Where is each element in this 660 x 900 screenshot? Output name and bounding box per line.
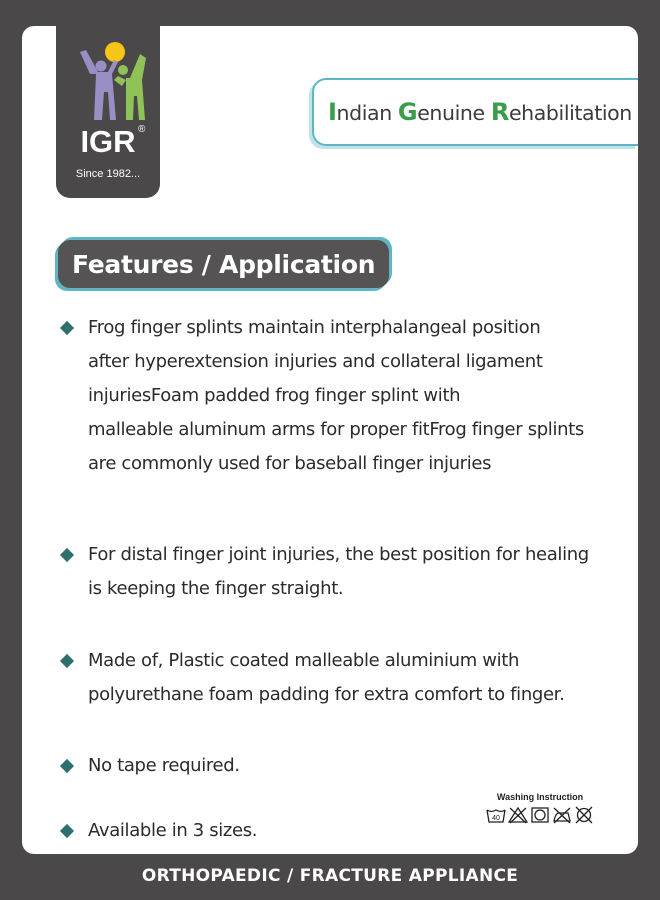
list-item-line: are commonly used for baseball finger injuries <box>88 453 492 474</box>
list-item-text <box>88 644 616 712</box>
diamond-bullet-icon <box>60 321 74 335</box>
list-item-line: Available in 3 sizes. <box>88 820 258 841</box>
diamond-bullet-icon <box>60 654 74 668</box>
brand-cap-2: G <box>397 98 418 126</box>
list-item-text <box>88 538 616 606</box>
diamond-bullet-icon <box>60 759 74 773</box>
washing-instructions <box>480 792 600 824</box>
people-figures-icon <box>68 40 148 124</box>
logo-since: Since 1982... <box>75 168 141 180</box>
list-item-line: is keeping the finger straight. <box>88 578 344 599</box>
washing-icons <box>480 806 600 824</box>
list-item-line: after hyperextension injuries and collateral ligament <box>88 351 543 372</box>
tumble-dry-icon <box>530 806 550 824</box>
features-title: Features / Application <box>72 249 376 279</box>
brand-cap-1: I <box>328 98 337 126</box>
list-item-text <box>88 749 616 783</box>
brand-name <box>328 98 632 126</box>
registered-mark: ® <box>138 124 146 135</box>
list-item-line: malleable aluminum arms for proper fitFrog finger splints <box>88 419 584 440</box>
list-item-line: Frog finger splints maintain interphalangeal position <box>88 317 541 338</box>
list-item-line: No tape required. <box>88 755 240 776</box>
igr-logo <box>56 26 160 198</box>
list-item-line: For distal finger joint injuries, the best position for healing <box>88 544 589 565</box>
features-heading-box <box>58 240 389 288</box>
no-iron-icon <box>552 806 572 824</box>
brand-rest-1: ndian <box>336 101 398 125</box>
footer-banner: ORTHOPAEDIC / FRACTURE APPLIANCE <box>141 866 519 886</box>
logo-abbr: IGR <box>80 124 136 159</box>
brand-cap-3: R <box>490 98 509 126</box>
wash-temp: 40 <box>492 815 500 822</box>
diamond-bullet-icon <box>60 548 74 562</box>
wash-40-icon <box>486 806 506 824</box>
no-bleach-icon <box>508 806 528 824</box>
washing-title: Washing Instruction <box>496 792 584 802</box>
list-item-text <box>88 311 616 481</box>
diamond-bullet-icon <box>60 824 74 838</box>
brand-banner <box>312 78 638 146</box>
no-dry-clean-icon <box>574 806 594 824</box>
list-item-line: injuriesFoam padded frog finger splint with <box>88 385 461 406</box>
list-item-line: polyurethane foam padding for extra comfort to finger. <box>88 684 565 705</box>
list-item-line: Made of, Plastic coated malleable aluminium with <box>88 650 520 671</box>
brand-rest-2: enuine <box>417 101 491 125</box>
brand-rest-3: ehabilitation <box>508 101 632 125</box>
product-card <box>22 26 638 854</box>
